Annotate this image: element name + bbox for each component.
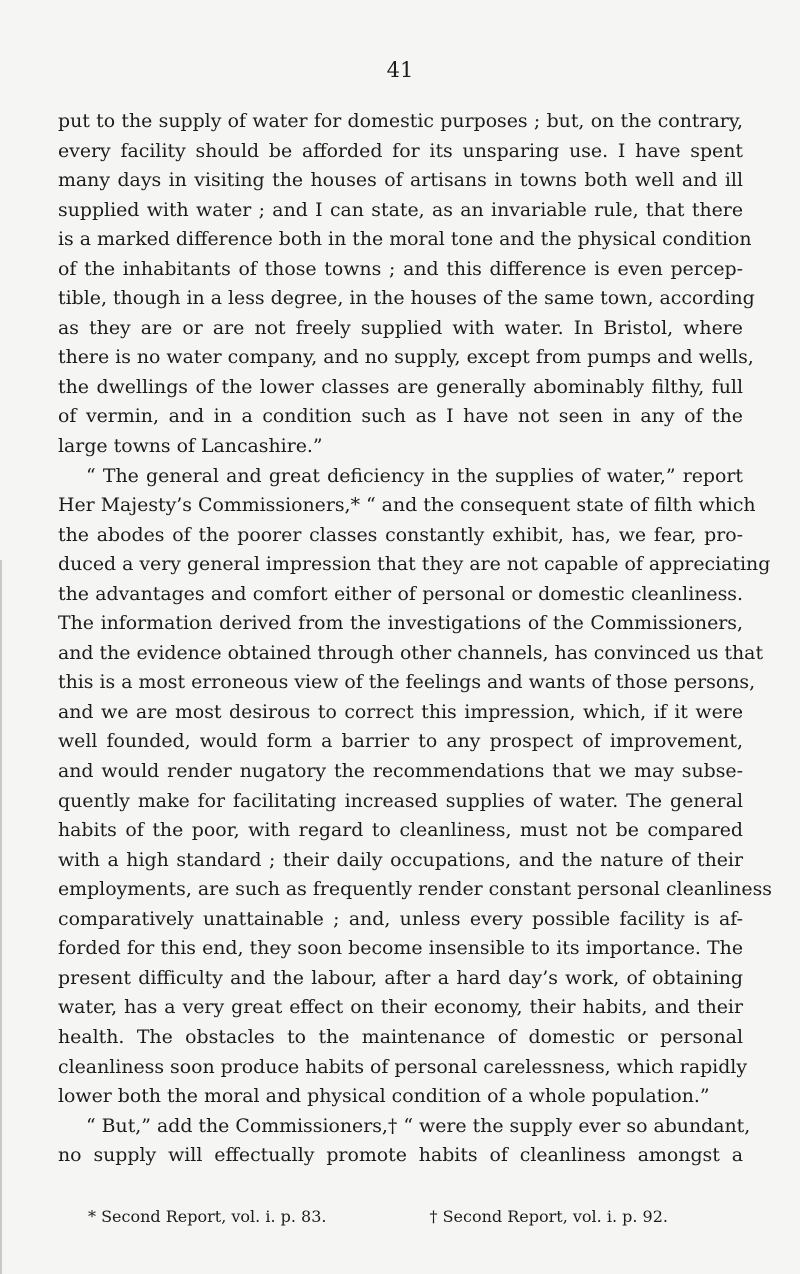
- text-line: habits of the poor, with regard to cleanliness, must not be compared: [58, 819, 743, 842]
- text-line: put to the supply of water for domestic purposes ; but, on the contrary,: [58, 110, 743, 132]
- text-line: and would render nugatory the recommendations that we may subse-: [58, 760, 743, 783]
- text-line: large towns of Lancashire.”: [58, 435, 323, 458]
- text-line: with a high standard ; their daily occupations, and the nature of their: [58, 848, 743, 871]
- body-text: [58, 107, 772, 1171]
- text-line: The information derived from the investigations of the Commissioners,: [58, 612, 743, 635]
- text-line: quently make for facilitating increased supplies of water. The general: [58, 789, 743, 812]
- footnote-1: * Second Report, vol. i. p. 83.: [88, 1207, 327, 1226]
- text-line: no supply will effectually promote habits of cleanliness amongst a: [58, 1144, 743, 1167]
- text-line: cleanliness soon produce habits of personal carelessness, which rapidly: [58, 1055, 748, 1078]
- text-line: Her Majesty’s Commissioners,* “ and the consequent state of filth which: [58, 494, 756, 517]
- text-line: well founded, would form a barrier to any prospect of improvement,: [58, 730, 743, 753]
- text-line: forded for this end, they soon become insensible to its importance. The: [58, 937, 743, 960]
- text-line: supplied with water ; and I can state, as an invariable rule, that there: [58, 198, 743, 221]
- page-edge: [0, 560, 2, 1274]
- text-line: and the evidence obtained through other channels, has convinced us that: [58, 641, 764, 664]
- text-line: as they are or are not freely supplied with water. In Bristol, where: [58, 316, 743, 339]
- text-line: tible, though in a less degree, in the houses of the same town, according: [58, 287, 755, 310]
- text-line: the advantages and comfort either of personal or domestic cleanliness.: [58, 582, 743, 605]
- text-line: the dwellings of the lower classes are generally abominably filthy, full: [58, 375, 743, 398]
- text-line: this is a most erroneous view of the feelings and wants of those persons,: [58, 671, 756, 694]
- text-line: present difficulty and the labour, after a hard day’s work, of obtaining: [58, 966, 743, 989]
- text-line: many days in visiting the houses of artisans in towns both well and ill: [58, 169, 743, 192]
- text-line: comparatively unattainable ; and, unless every possible facility is af-: [58, 907, 743, 930]
- text-line: employments, are such as frequently render constant personal cleanliness: [58, 878, 772, 901]
- text-line: of the inhabitants of those towns ; and this difference is even percep-: [58, 257, 743, 280]
- footnote-2: † Second Report, vol. i. p. 92.: [429, 1207, 668, 1226]
- page-number: 41: [386, 58, 414, 82]
- text-line: health. The obstacles to the maintenance of domestic or personal: [58, 1025, 743, 1048]
- text-line: and we are most desirous to correct this impression, which, if it were: [58, 700, 743, 723]
- text-line: every facility should be afforded for its unsparing use. I have spent: [58, 139, 743, 162]
- footnotes: [88, 1207, 668, 1226]
- text-line: duced a very general impression that they are not capable of appreciating: [58, 553, 771, 576]
- text-line: “ But,” add the Commissioners,† “ were the supply ever so abundant,: [86, 1114, 751, 1137]
- text-line: lower both the moral and physical condition of a whole population.”: [58, 1085, 710, 1108]
- text-line: there is no water company, and no supply, except from pumps and wells,: [58, 346, 754, 369]
- text-line: is a marked difference both in the moral tone and the physical condition: [58, 228, 752, 251]
- text-line: “ The general and great deficiency in the supplies of water,” report: [86, 464, 743, 487]
- text-line: of vermin, and in a condition such as I have not seen in any of the: [58, 405, 743, 428]
- text-line: water, has a very great effect on their economy, their habits, and their: [58, 996, 743, 1019]
- text-line: the abodes of the poorer classes constantly exhibit, has, we fear, pro-: [58, 523, 743, 546]
